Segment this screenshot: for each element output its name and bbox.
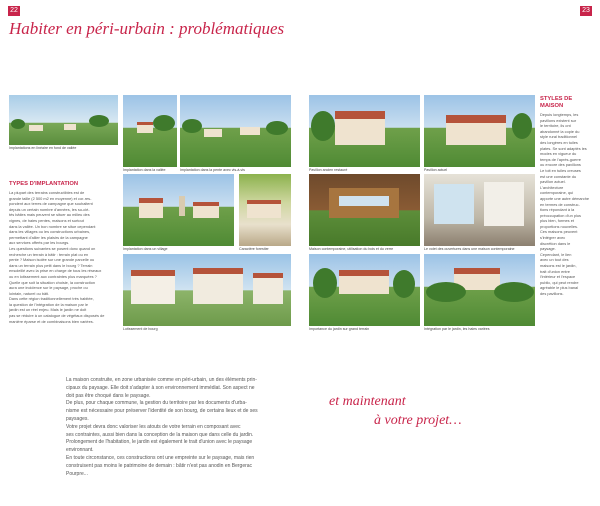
heading-line: STYLES DE bbox=[540, 96, 573, 102]
text-line: manière éparse et de combinaisons bien variées. bbox=[9, 318, 94, 324]
photo-bourg-subdivision bbox=[123, 254, 291, 326]
caption: Caractère forestier bbox=[239, 247, 269, 251]
types-text bbox=[9, 190, 119, 324]
caption: Implantation dans la vallée bbox=[123, 168, 166, 172]
caption: Lotissement de bourg bbox=[123, 327, 158, 331]
text-line: La maison construite, en zone urbanisée comme en péri-urbain, un des éléments prin- bbox=[66, 377, 257, 383]
text-line: vignes, de haies pentes, maisons et surtout bbox=[9, 217, 84, 223]
caption: Maison contemporaine, utilisation du bois et du verre bbox=[309, 247, 394, 251]
text-line: dans les villages ou les constructions urbaines, bbox=[9, 229, 91, 235]
text-line: Prolongement de l'habitation, le jardin est également le trait d'union avec le paysage bbox=[66, 439, 253, 446]
caption: Intégration par le jardin, les haies variées bbox=[424, 327, 490, 331]
text-line: apporte une autre démarche bbox=[540, 195, 590, 201]
page-number-left: 22 bbox=[8, 6, 20, 16]
text-line: des longères en tuiles bbox=[540, 139, 578, 145]
text-line: Les questions suivantes se posent donc quand on bbox=[9, 245, 96, 251]
closing-line-2: à votre projet… bbox=[374, 413, 462, 428]
text-line: lointain, naturel ou bâti. bbox=[9, 290, 50, 296]
text-line: maisons est le jardin, bbox=[540, 263, 577, 269]
caption: Implantation dans un village bbox=[123, 247, 168, 251]
text-line: Pourpre... bbox=[66, 470, 88, 477]
text-line: public, qui peut rendre bbox=[540, 279, 579, 285]
text-line: tions répondant à la bbox=[540, 207, 575, 213]
text-line: le territoire, ils ont bbox=[540, 123, 571, 129]
text-line: proportions nouvelles. bbox=[540, 223, 579, 229]
text-line: ou encore des pavillons bbox=[540, 162, 581, 168]
text-line: construisent pas moins le patrimoine de demain : bâtir n'est pas anodin en Bergerac bbox=[66, 462, 253, 469]
text-line: des pavillons. bbox=[540, 291, 564, 296]
text-line: modes en vigueur du bbox=[540, 151, 577, 157]
text-line: nisme est nécessaire pour préserver l'identité de son bourg, de certains lieux et de ses bbox=[66, 408, 258, 415]
text-line: pondent aux terres de campagne que souhaitent bbox=[9, 201, 93, 207]
text-line: ses contraintes, aussi bien dans la conception de la maison que dans celle du jardin. bbox=[66, 431, 254, 438]
text-line: doit pas être choqué dans le paysage. bbox=[66, 392, 151, 399]
photo-current-pavilion bbox=[424, 95, 535, 167]
text-line: Quelle que soit la situation choisie, la construction bbox=[9, 279, 96, 285]
text-line: préoccupation d'un plus bbox=[540, 212, 581, 218]
caption: Pavillon ancien restauré bbox=[309, 168, 348, 172]
text-line: recherche un terrain à bâtir : terrain plat ou en bbox=[9, 251, 89, 257]
text-line: permettant d'allier les plaisirs de la campagne bbox=[9, 234, 88, 240]
text-line: Le toit en tuiles creuses bbox=[540, 167, 581, 173]
photo-large-garden bbox=[309, 254, 420, 326]
text-line: paysage. bbox=[540, 246, 556, 252]
text-line: environnant. bbox=[66, 447, 94, 454]
text-line: plus bien, formes et bbox=[540, 218, 574, 224]
text-line: paysages. bbox=[66, 415, 89, 422]
closing-line-1: et maintenant bbox=[329, 394, 406, 409]
text-line: plates. Se sont adaptés les bbox=[540, 145, 587, 151]
text-line: abandonné la copie du bbox=[540, 128, 580, 134]
text-line: discrétion dans le bbox=[540, 240, 571, 246]
caption: Implantation dans la pente avec vis-à-vis bbox=[180, 168, 245, 172]
text-line: en termes de construc- bbox=[540, 201, 580, 207]
text-line: En toute circonstance, ces constructions ont une empreinte sur le paysage, mais rien bbox=[66, 454, 255, 461]
text-line: grande taille (2 500 m2 en moyenne) et cor-res- bbox=[9, 195, 92, 201]
photo-valley bbox=[123, 95, 177, 167]
page-title: Habiter en péri-urbain : problématiques bbox=[9, 19, 285, 38]
text-line: avec un tout des bbox=[540, 257, 569, 263]
styles-text bbox=[540, 112, 596, 297]
heading-line: MAISON bbox=[540, 102, 564, 109]
text-line: s'intégrer avec bbox=[540, 235, 566, 241]
text-line: la question de l'intégration de la maison par le bbox=[9, 301, 89, 307]
text-line: aura une incidence sur le paysage, proche ou bbox=[9, 285, 88, 291]
text-line: est une constante du bbox=[540, 173, 577, 179]
text-line: dans la vallée. Un bon nombre se situe cependant bbox=[9, 223, 96, 229]
text-line: pas se réduire à un catalogue de végétaux disposés de bbox=[9, 313, 105, 319]
section-heading-styles bbox=[540, 96, 596, 110]
photo-hedges bbox=[424, 254, 535, 326]
photo-restored-house bbox=[309, 95, 420, 167]
text-line: style rural traditionnel bbox=[540, 134, 577, 140]
text-line: contemporaine, qui bbox=[540, 190, 574, 196]
caption: Importance du jardin sur grand terrain bbox=[309, 327, 370, 331]
text-line: trait d'union entre bbox=[540, 268, 570, 274]
photo-contemporary-openings bbox=[424, 174, 535, 246]
text-line: dans un terrain plus petit dans le bourg ? Terrain bbox=[9, 262, 93, 268]
text-line: agréable le plus banal bbox=[540, 285, 579, 291]
text-line: La plupart des terrains constructibles est de bbox=[9, 190, 85, 195]
text-line: ensoleillé avec la prise en charge de tous les réseaux bbox=[9, 268, 102, 274]
text-line: tés bâties mais peuvent se situer au milieu des bbox=[9, 212, 90, 218]
text-line: jardin est un réel enjeu. Mais le jardin ne doit bbox=[9, 307, 87, 313]
text-line: Cependant, le lien bbox=[540, 251, 572, 257]
text-line: l'intérieur et l'espace bbox=[540, 274, 576, 280]
photo-slope bbox=[180, 95, 291, 167]
text-line: temps de l'après-guerre bbox=[540, 156, 581, 162]
text-line: cipaux du paysage. Elle doit s'adapter à son environnement immédiat. Son aspect ne bbox=[66, 384, 255, 391]
photo-contemporary-wood bbox=[309, 174, 420, 246]
text-line: depuis un certain nombre d'années, les so-cié- bbox=[9, 206, 90, 212]
text-line: pavillons existent sur bbox=[540, 117, 577, 123]
photo-village bbox=[123, 174, 234, 246]
text-line: De plus, pour chaque commune, la gestion du territoire par les documents d'urba- bbox=[66, 400, 247, 407]
text-line: Dans cette région traditionnellement très habitée, bbox=[9, 296, 94, 302]
text-line: pente ? Maison isolée sur une grande parcelle ou bbox=[9, 257, 95, 263]
intro-text bbox=[66, 377, 298, 478]
text-line: Depuis longtemps, les bbox=[540, 112, 579, 117]
photo-valley-line bbox=[9, 95, 118, 145]
text-line: Votre projet devra donc valoriser les atouts de votre terrain en composant avec bbox=[66, 423, 241, 430]
text-line: aux services offerts par les bourgs. bbox=[9, 240, 70, 246]
text-line: Ces maisons peuvent bbox=[540, 229, 578, 235]
page-number-right: 23 bbox=[580, 6, 592, 16]
section-heading-types: TYPES D'IMPLANTATION bbox=[9, 181, 79, 187]
text-line: pavillon actuel. bbox=[540, 179, 566, 185]
text-line: L'architecture bbox=[540, 184, 564, 190]
photo-forest bbox=[239, 174, 291, 246]
caption: Implantations en linéaire en fond de vallée bbox=[9, 146, 77, 150]
caption: Le volet des ouvertures dans une maison contemporaine bbox=[424, 247, 515, 251]
text-line: ou en lotissement aux contraintes plus marquées ? bbox=[9, 273, 97, 279]
caption: Pavillon actuel bbox=[424, 168, 448, 172]
